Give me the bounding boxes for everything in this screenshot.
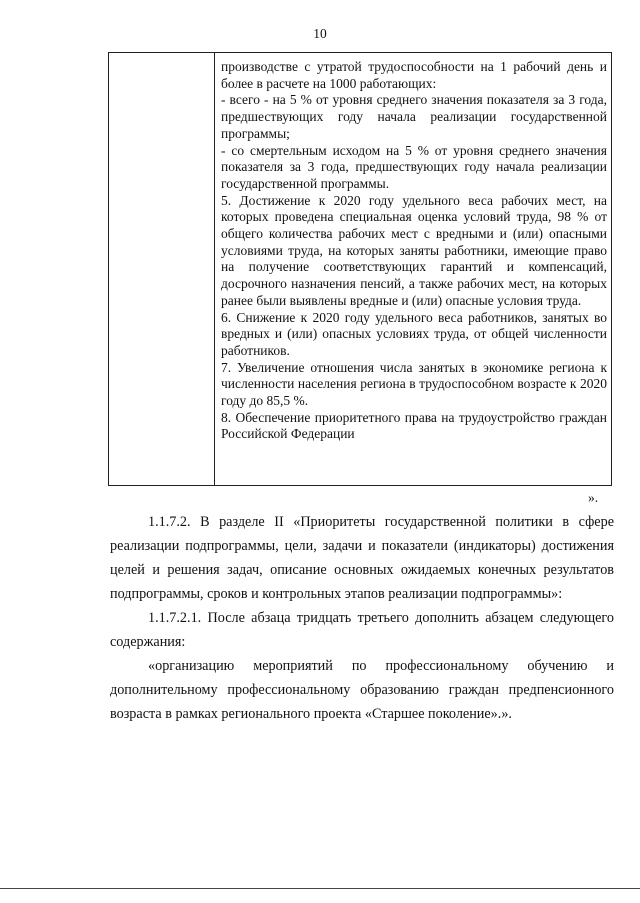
table-left-cell: [109, 53, 215, 485]
page-number: 10: [313, 26, 327, 41]
table-paragraph: 8. Обеспечение приоритетного права на трудоустройство граждан Российской Федерации: [221, 409, 607, 442]
closing-quote: ».: [588, 490, 599, 505]
document-body: [110, 510, 614, 726]
table-paragraph: 6. Снижение к 2020 году удельного веса работников, занятых во вредных и (или) опасных условиях труда, от общей численности работников.: [221, 309, 607, 358]
table-paragraph: 7. Увеличение отношения числа занятых в экономике региона к численности населения региона в трудоспособном возрасте к 2020 году до 85,5 %.: [221, 359, 607, 409]
body-paragraph: «организацию мероприятий по профессиональному обучению и дополнительному профессиональному образованию граждан предпенсионного возраста в рамках регионального проекта «Старшее поколение».».: [110, 658, 614, 722]
footer-rule: [0, 888, 640, 889]
table-paragraph: 5. Достижение к 2020 году удельного веса рабочих мест, на которых проведена специальная оценка условий труда, 98 % от общего количества рабочих мест с вредными и (или) опасными условиями труда, на которых заняты работники, имеющие право на получение соответствующих гарантий и компенсаций, досрочного назначения пенсий, а также рабочих мест, на которых ранее были выявлены вредные и (или) опасные условия труда.: [221, 192, 607, 308]
table-paragraph: - всего - на 5 % от уровня среднего значения показателя за 3 года, предшествующих году начала реализации государственной программы;: [221, 92, 607, 141]
indicators-table: [108, 52, 612, 486]
body-paragraph: 1.1.7.2.1. После абзаца тридцать третьего дополнить абзацем следующего содержания:: [110, 610, 614, 650]
body-paragraph: 1.1.7.2. В разделе II «Приоритеты государственной политики в сфере реализации подпрограммы, цели, задачи и показатели (индикаторы) достижения целей и решения задач, описание основных ожидаемых конечных результатов подпрограммы, сроков и контрольных этапов реализации подпрограммы»:: [110, 514, 614, 602]
table-paragraph: производстве с утратой трудоспособности на 1 рабочий день и более в расчете на 1000 работающих:: [221, 59, 607, 91]
table-right-cell: [221, 59, 607, 443]
table-paragraph: - со смертельным исходом на 5 % от уровня среднего значения показателя за 3 года, предшествующих году начала реализации государственной программы.: [221, 142, 607, 191]
